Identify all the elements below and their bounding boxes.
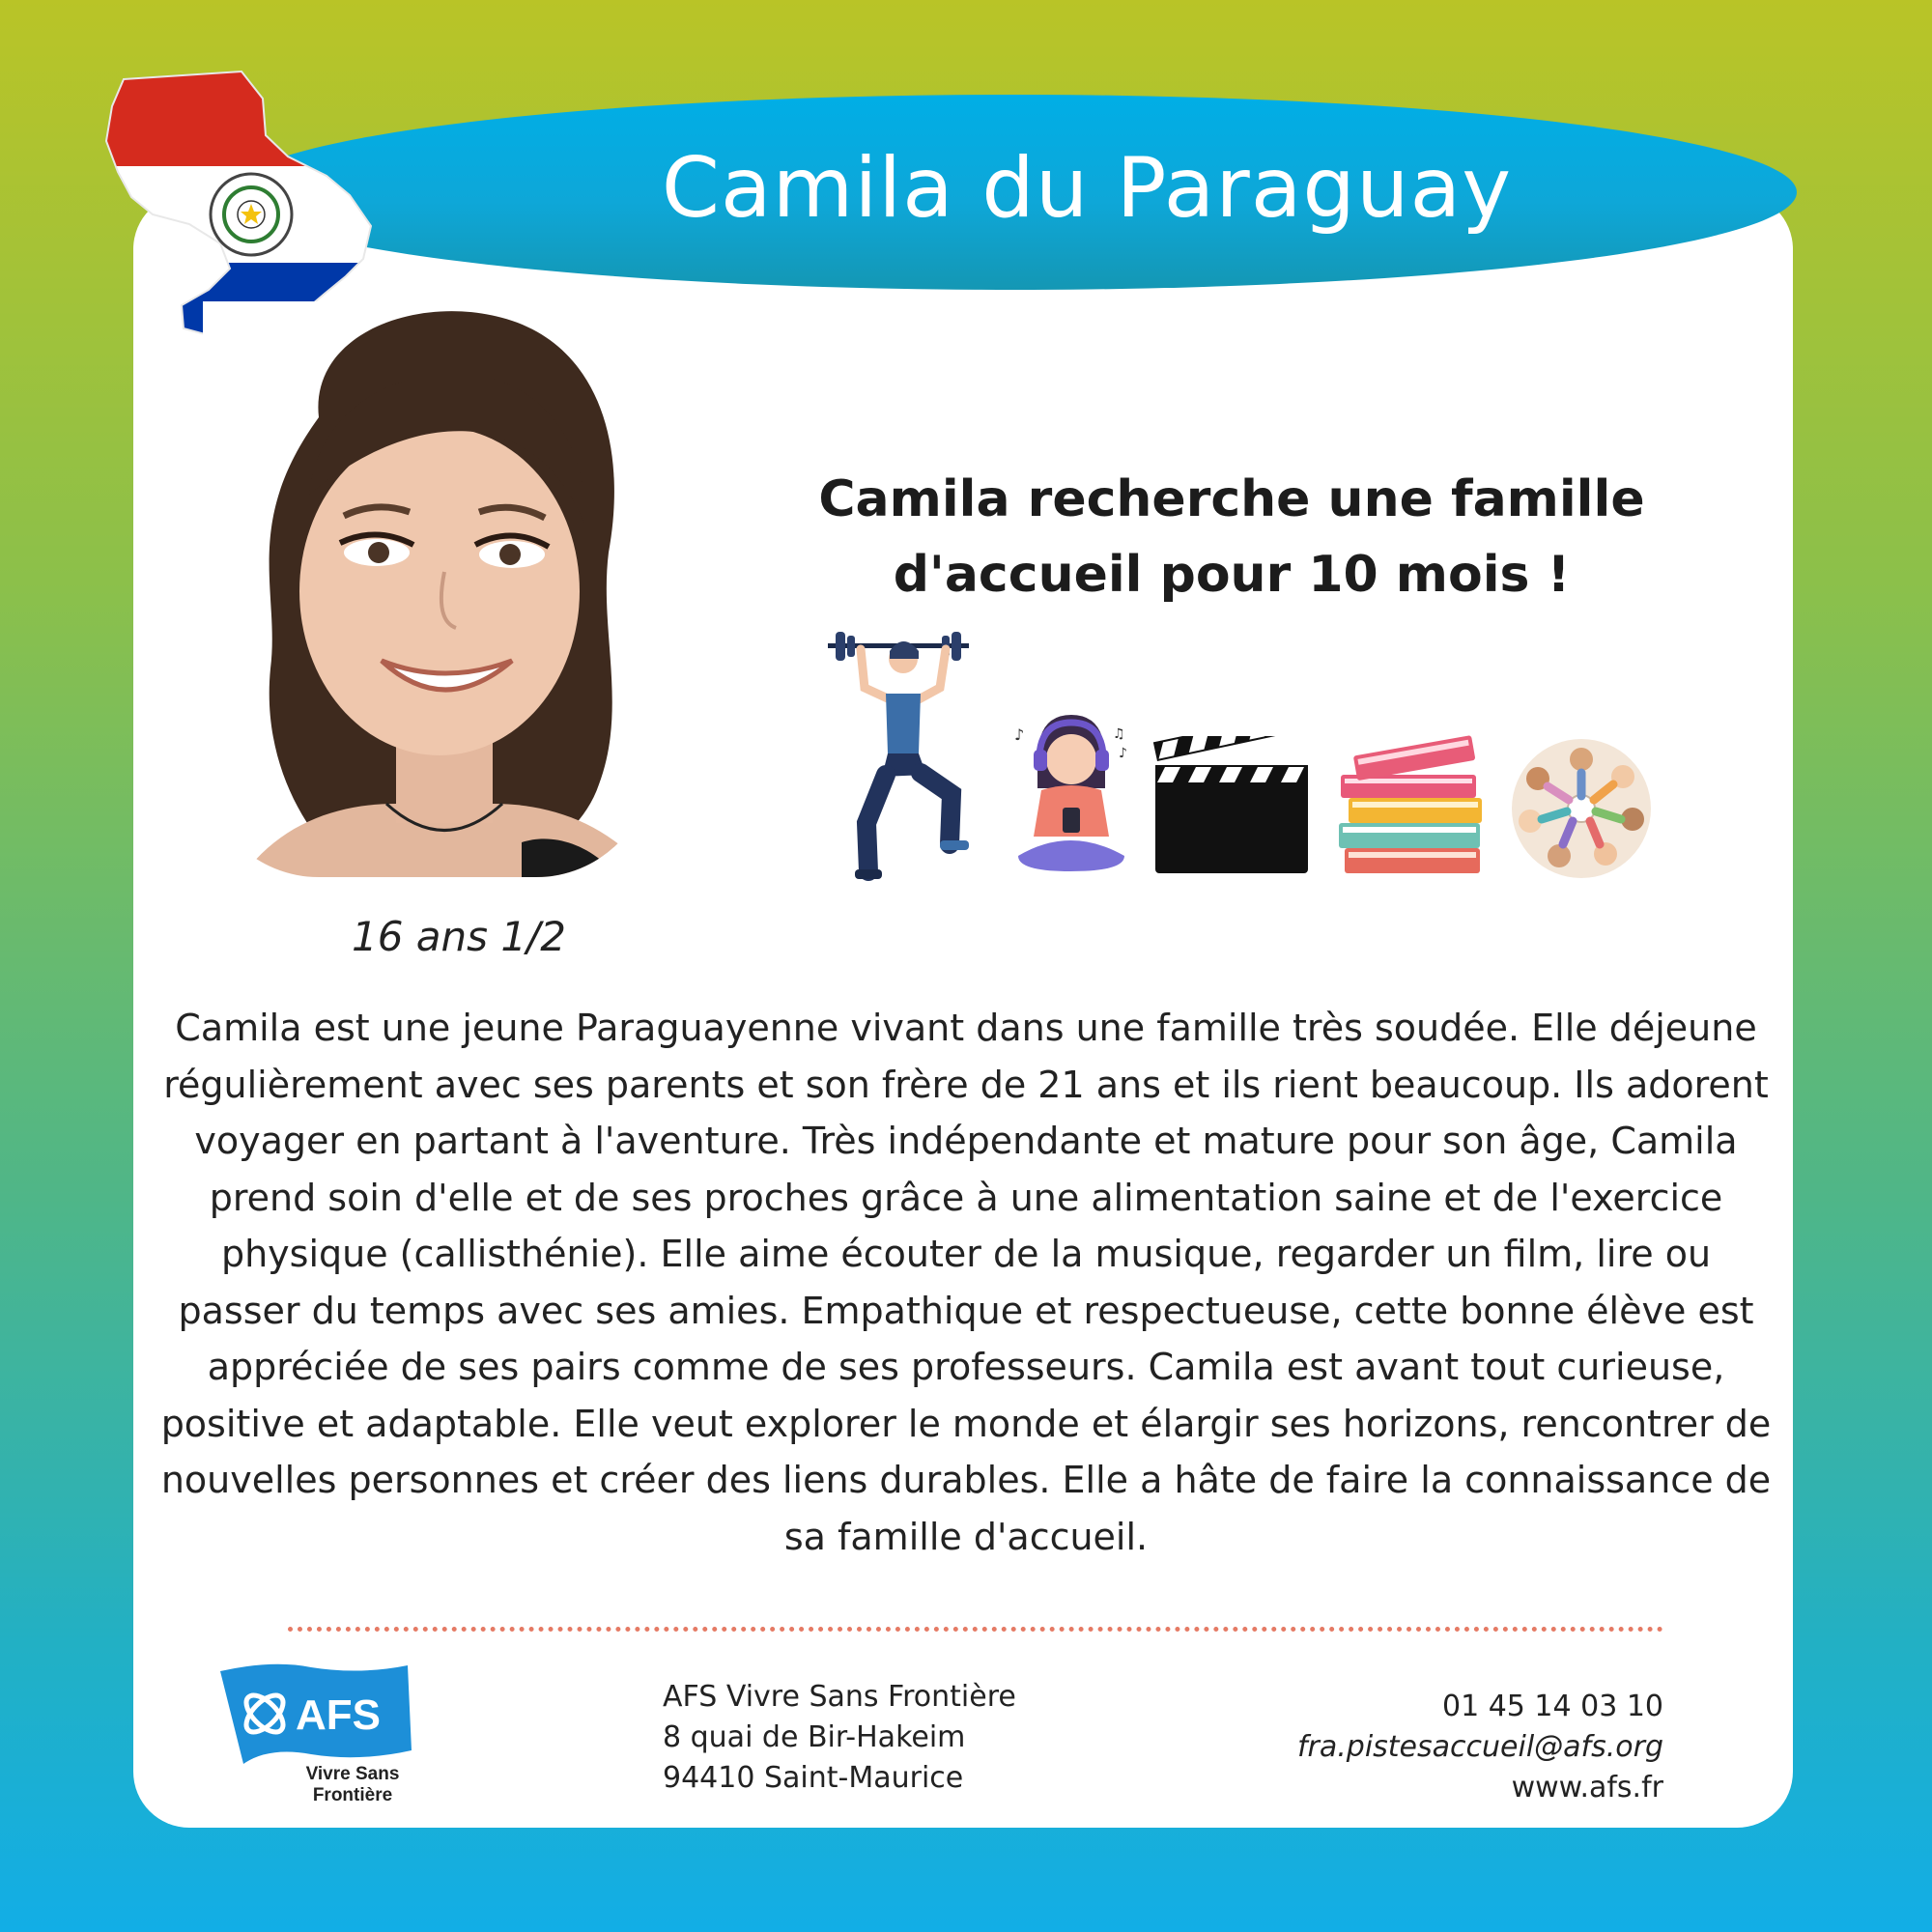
afs-logo-text: AFS	[296, 1691, 381, 1739]
email-link[interactable]: fra.pistesaccueil@afs.org	[1296, 1730, 1663, 1764]
svg-text:♪: ♪	[1014, 725, 1025, 744]
bio-text: Camila est une jeune Paraguayenne vivant dans une famille très soudée. Elle déjeune régulièrement avec ses parents et son frère de 21 ans et ils rient beaucoup. Ils adorent voyager en partant à l'aventure. Très indépendante et mature pour son âge, Camila prend soin d'elle et de ses proches grâce à une alimentation saine et de l'exercice physique (callisthénie). Elle aime écouter de la musique, regarder un film, lire ou passer du temps avec ses amies. Empathique et respectueuse, cette bonne élève est appréciée de ses pairs comme de ses professeurs. Camila est avant tout curieuse, positive et adaptable. Elle veut explorer le monde et élargir ses horizons, rencontrer de nouvelles personnes et créer des liens durables. Elle a hâte de faire la connaissance de sa famille d'accueil.	[160, 1007, 1772, 1558]
svg-text:♫: ♫	[1113, 726, 1125, 742]
headline-line-2: d'accueil pour 10 mois !	[893, 546, 1571, 604]
page-title: Camila du Paraguay	[661, 140, 1513, 237]
music-listening-icon	[1012, 711, 1130, 875]
profile-photo	[203, 301, 652, 877]
phone-number: 01 45 14 03 10	[1441, 1690, 1663, 1723]
film-clapperboard-icon	[1151, 736, 1312, 877]
books-icon	[1335, 734, 1490, 879]
headline-line-1: Camila recherche une famille	[818, 470, 1645, 528]
address-line-3: 94410 Saint-Maurice	[663, 1761, 964, 1795]
svg-text:♪: ♪	[1119, 746, 1127, 761]
address-line-1: AFS Vivre Sans Frontière	[663, 1680, 1016, 1714]
weightlifting-icon	[826, 630, 971, 881]
friends-circle-icon	[1509, 738, 1654, 879]
paraguay-seal-icon	[211, 174, 292, 255]
headline	[773, 462, 1690, 616]
afs-logo-subtitle-line-1: Vivre Sans	[305, 1764, 400, 1784]
afs-logo-subtitle	[280, 1764, 425, 1812]
age-label: 16 ans 1/2	[352, 913, 566, 960]
address-block	[663, 1677, 1088, 1803]
contact-block	[1198, 1687, 1663, 1812]
divider	[288, 1627, 1663, 1632]
website-link[interactable]: www.afs.fr	[1511, 1771, 1663, 1804]
afs-logo-subtitle-line-2: Frontière	[312, 1785, 393, 1805]
address-line-2: 8 quai de Bir-Hakeim	[663, 1720, 966, 1754]
